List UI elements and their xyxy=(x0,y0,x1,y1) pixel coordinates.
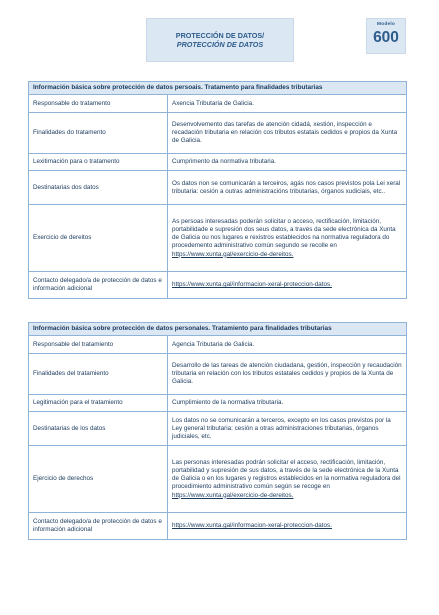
table-row xyxy=(29,412,406,446)
table-row xyxy=(29,113,406,154)
dpo-info-link[interactable]: https://www.xunta.gal/informacion-xeral-proteccion-datos. xyxy=(172,281,332,289)
row-value-text: As persoas interesadas poderán solicitar o acceso, rectificación, limitación, portabilidade e supresión dos seus datos, a través da sede electrónica da Xunta de Galicia ou nos lugares e rexistros establecidos na normativa reguladora do procedemento administrativo común segundo se recolle en xyxy=(172,217,396,250)
model-label: Modelo xyxy=(377,22,395,27)
row-value xyxy=(168,513,406,539)
row-label: Ejercicio de derechos xyxy=(29,446,168,512)
row-value: Cumprimento da normativa tributaria. xyxy=(172,158,276,166)
table-row xyxy=(29,171,406,205)
row-label: Finalidades del tratamiento xyxy=(29,354,168,394)
row-value: Agencia Tributaria de Galicia. xyxy=(172,340,255,348)
document-title-es: PROTECCIÓN DE DATOS xyxy=(176,40,264,49)
table-row xyxy=(29,95,406,113)
table-title: Información básica sobre protección de datos persoais. Tratamento para finalidades tributarias xyxy=(29,82,406,95)
table-row xyxy=(29,354,406,395)
row-label: Destinatarias de los datos xyxy=(29,412,168,445)
table-title: Información básica sobre protección de datos personales. Tratamiento para finalidades tributarias xyxy=(29,323,406,336)
row-value: Desarrollo de las tareas de atención ciudadana, gestión, inspección y recaudación tributaria en relación con los tributos estatales cedidos y propios de la Xunta de Galicia. xyxy=(172,362,402,386)
row-label: Responsable do tratamento xyxy=(29,95,168,112)
row-label: Finalidades do tratamento xyxy=(29,113,168,153)
row-value: Los datos no se comunicarán a terceros, excepto en los casos previstos por la Ley general tributaria: cesión a otras administraciones tributarias, órganos judiciales, etc. xyxy=(172,416,391,440)
row-label: Contacto delegado/a de protección de datos e información adicional xyxy=(29,513,168,539)
exercise-rights-link[interactable]: https://www.xunta.gal/exercicio-de-dereitos. xyxy=(172,250,294,258)
model-box xyxy=(366,18,406,54)
model-number: 600 xyxy=(373,29,399,46)
row-value: Cumplimiento de la normativa tributaria. xyxy=(172,399,284,407)
data-protection-table-es xyxy=(28,322,407,540)
document-title-gl: PROTECCIÓN DE DATOS/ xyxy=(175,31,265,40)
dpo-info-link[interactable]: https://www.xunta.gal/informacion-xeral-proteccion-datos. xyxy=(172,522,332,530)
row-label: Lexitimación para o tratamento xyxy=(29,154,168,170)
exercise-rights-link[interactable]: https://www.xunta.gal/exercicio-de-dereitos. xyxy=(172,491,294,499)
row-value xyxy=(168,205,406,271)
table-row xyxy=(29,205,406,272)
row-label: Destinatarias dos datos xyxy=(29,171,168,204)
row-label: Exercicio de dereitos xyxy=(29,205,168,271)
data-protection-table-gl xyxy=(28,81,407,299)
row-value xyxy=(168,446,406,512)
table-row xyxy=(29,272,406,298)
row-label: Contacto delegado/a de protección de datos e información adicional xyxy=(29,272,168,298)
row-value: Axencia Tributaria de Galicia. xyxy=(172,99,254,107)
table-row xyxy=(29,513,406,539)
table-row xyxy=(29,446,406,513)
table-row xyxy=(29,395,406,412)
row-label: Responsable del tratamiento xyxy=(29,336,168,353)
row-label: Legitimación para el tratamiento xyxy=(29,395,168,411)
row-value-text: Las personas interesadas podrán solicitar el acceso, rectificación, limitación, portabilidad y supresión de sus datos, a través de la sede electrónica de la Xunta de Galicia o en los lugares y registros establecidos en la normativa reguladora del procedimiento administrativo común según se recoge en xyxy=(172,458,401,491)
row-value: Os datos non se comunicarán a terceiros, agás nos casos previstos pola Lei xeral tributaria: cesión a outras administracións tributarias, órganos xudiciais, etc.. xyxy=(172,179,401,195)
row-value xyxy=(168,272,406,298)
row-value: Desenvolvemento das tarefas de atención cidadá, xestión, inspección e recadación tributaria en relación cos tributos estatais cedidos e propios da Xunta de Galicia. xyxy=(172,121,398,145)
table-row xyxy=(29,154,406,171)
document-title-box xyxy=(146,18,294,62)
table-row xyxy=(29,336,406,354)
